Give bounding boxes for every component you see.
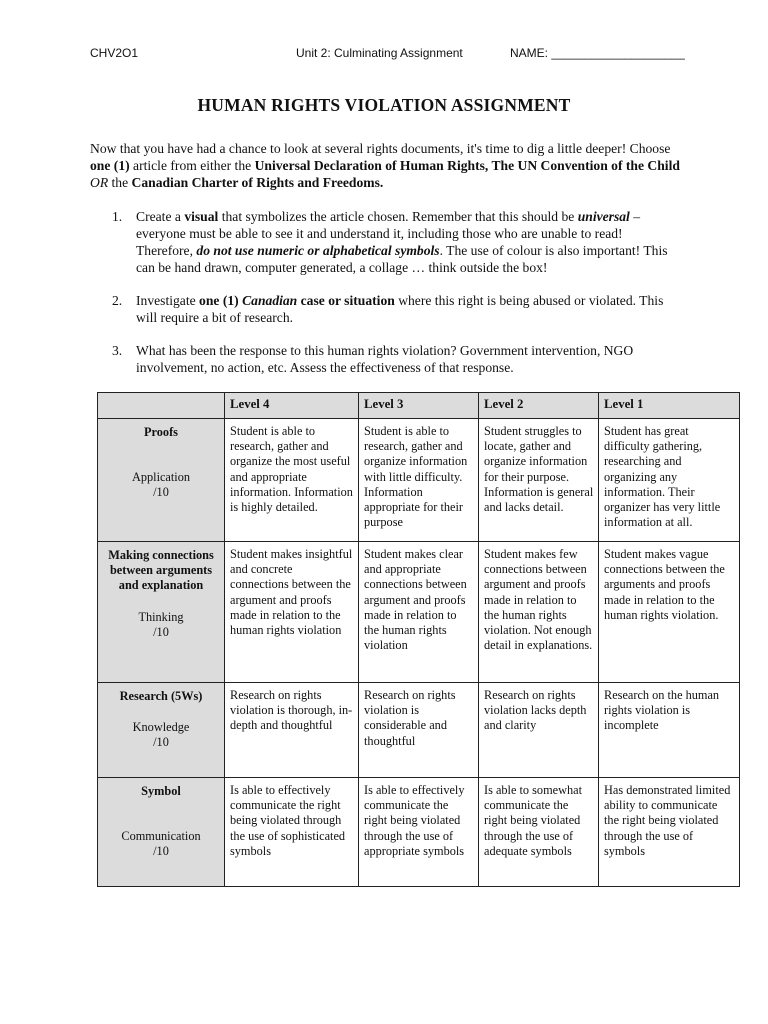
criterion-cell: Symbol Communication /10	[98, 778, 225, 887]
descriptor-cell: Student is able to research, gather and organize the most useful and appropriate information. Information is highly detailed.	[225, 419, 359, 542]
task-item: 2. Investigate one (1) Canadian case or situation where this right is being abused or violated. This will require a bit of research.	[112, 293, 664, 325]
criterion-cell: Making connections between arguments and explanation Thinking /10	[98, 542, 225, 683]
rubric-header-row	[98, 393, 740, 419]
page-header	[90, 46, 690, 64]
descriptor-cell: Has demonstrated limited ability to communicate the right being violated through the use of symbols	[599, 778, 740, 887]
rubric-table	[97, 392, 740, 887]
rubric-row-research	[98, 683, 740, 778]
descriptor-cell: Student has great difficulty gathering, researching and organizing any information. Their organizer has very little information at all.	[599, 419, 740, 542]
name-field-label: NAME: ____________________	[510, 46, 685, 60]
descriptor-cell: Research on rights violation is considerable and thoughtful	[359, 683, 479, 778]
rubric-row-proofs	[98, 419, 740, 542]
descriptor-cell: Student is able to research, gather and organize information with little difficulty. Information appropriate for their purpose	[359, 419, 479, 542]
descriptor-cell: Research on rights violation is thorough, in-depth and thoughtful	[225, 683, 359, 778]
rubric-row-connections	[98, 542, 740, 683]
unit-title: Unit 2: Culminating Assignment	[296, 46, 463, 60]
criterion-cell: Research (5Ws) Knowledge /10	[98, 683, 225, 778]
descriptor-cell: Student makes clear and appropriate connections between argument and proofs made in relation to the human rights violation	[359, 542, 479, 683]
rubric-row-symbol	[98, 778, 740, 887]
level-3-header: Level 3	[359, 393, 479, 419]
descriptor-cell: Is able to effectively communicate the right being violated through the use of sophisticated symbols	[225, 778, 359, 887]
page-title: HUMAN RIGHTS VIOLATION ASSIGNMENT	[197, 95, 571, 115]
rubric-corner-cell	[98, 393, 225, 419]
descriptor-cell: Is able to somewhat communicate the right being violated through the use of adequate symbols	[479, 778, 599, 887]
course-code: CHV2O1	[90, 46, 139, 60]
level-2-header: Level 2	[479, 393, 599, 419]
task-item: 1. Create a visual that symbolizes the article chosen. Remember that this should be universal – everyone must be able to see it and understand it, including those who are unable to read! Therefore, do not use numeric or alphabetical symbols. The use of colour is also important! This can be hand drawn, computer generated, a collage … think outside the box!	[112, 209, 668, 275]
task-list	[112, 208, 680, 392]
task-item: 3. What has been the response to this human rights violation? Government intervention, NGO involvement, no action, etc. Assess the effectiveness of that response.	[112, 343, 634, 375]
descriptor-cell: Student makes vague connections between the arguments and proofs made in relation to the human rights violation.	[599, 542, 740, 683]
descriptor-cell: Is able to effectively communicate the right being violated through the use of appropriate symbols	[359, 778, 479, 887]
intro-paragraph: Now that you have had a chance to look at several rights documents, it's time to dig a little deeper! Choose one (1) article from either the Universal Declaration of Human Rights, The UN Convention of the Child OR the Canadian Charter of Rights and Freedoms.	[90, 141, 680, 190]
level-1-header: Level 1	[599, 393, 740, 419]
descriptor-cell: Research on rights violation lacks depth and clarity	[479, 683, 599, 778]
descriptor-cell: Student makes few connections between argument and proofs made in relation to the human rights violation. Not enough detail in explanations.	[479, 542, 599, 683]
descriptor-cell: Student struggles to locate, gather and organize information for their purpose. Information is general and lacks detail.	[479, 419, 599, 542]
descriptor-cell: Research on the human rights violation is incomplete	[599, 683, 740, 778]
level-4-header: Level 4	[225, 393, 359, 419]
descriptor-cell: Student makes insightful and concrete connections between the argument and proofs made in relation to the human rights violation	[225, 542, 359, 683]
criterion-cell: Proofs Application /10	[98, 419, 225, 542]
